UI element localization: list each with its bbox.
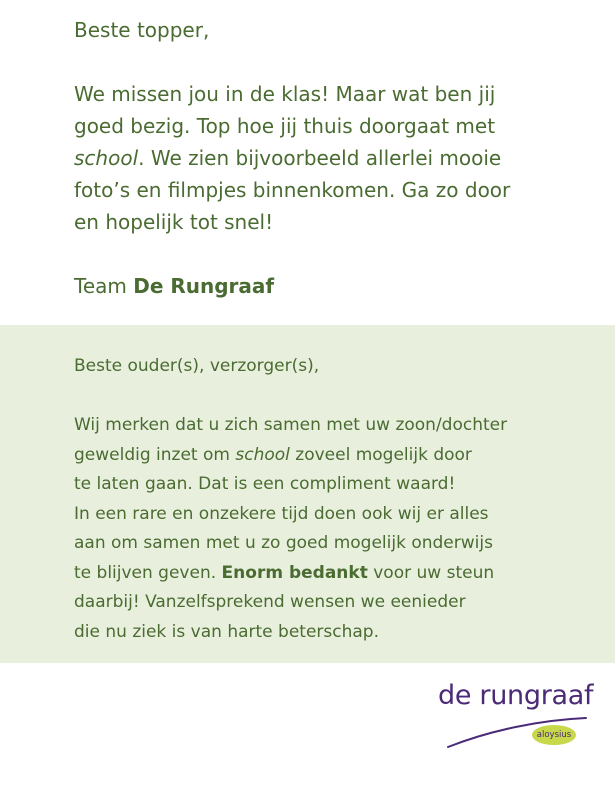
thanks-emphasis: Enorm bedankt [221, 562, 368, 583]
student-line-2: goed bezig. Top hoe jij thuis doorgaat met [74, 114, 496, 138]
logo-wordmark: de rungraaf [438, 680, 594, 711]
signoff-name: De Rungraaf [133, 274, 275, 298]
de-rungraaf-logo [436, 680, 596, 755]
parent-line-4: In een rare en onzekere tijd doen ook wij er alles [74, 503, 489, 524]
student-line-5: en hopelijk tot snel! [74, 210, 274, 234]
parent-line-2 [74, 441, 594, 471]
student-line-1: We missen jou in de klas! Maar wat ben jij [74, 82, 496, 106]
student-greeting: Beste topper, [74, 18, 210, 42]
parent-message [74, 352, 594, 647]
student-body [74, 78, 594, 238]
parent-line-6-post: voor uw steun [367, 562, 495, 583]
parent-line-8: die nu ziek is van harte beterschap. [74, 621, 379, 642]
school-emphasis: school [74, 146, 139, 170]
parent-line-6-pre: te blijven geven. [74, 562, 222, 583]
logo-swoosh-icon [436, 680, 596, 755]
parent-school-emphasis: school [235, 444, 290, 465]
parent-line-7: daarbij! Vanzelfsprekend wensen we eenieder [74, 592, 466, 612]
parent-line-3: te laten gaan. Dat is een compliment waard! [74, 474, 456, 494]
student-line-3 [74, 142, 594, 174]
parent-line-1: Wij merken dat u zich samen met uw zoon/dochter [74, 415, 508, 435]
parent-line-2-pre: geweldig inzet om [74, 444, 236, 465]
parent-line-6 [74, 559, 594, 589]
parent-line-2-post: zoveel mogelijk door [289, 444, 472, 465]
student-message [74, 14, 594, 302]
parent-greeting: Beste ouder(s), verzorger(s), [74, 356, 320, 376]
student-line-3-rest: . We zien bijvoorbeeld allerlei mooie [138, 146, 502, 170]
parent-body [74, 411, 594, 647]
parent-line-5: aan om samen met u zo goed mogelijk onderwijs [74, 533, 493, 553]
signoff-prefix: Team [74, 274, 134, 298]
student-line-4: foto’s en filmpjes binnenkomen. Ga zo door [74, 178, 511, 202]
student-signoff [74, 270, 594, 302]
logo-badge: aloysius [532, 725, 576, 745]
